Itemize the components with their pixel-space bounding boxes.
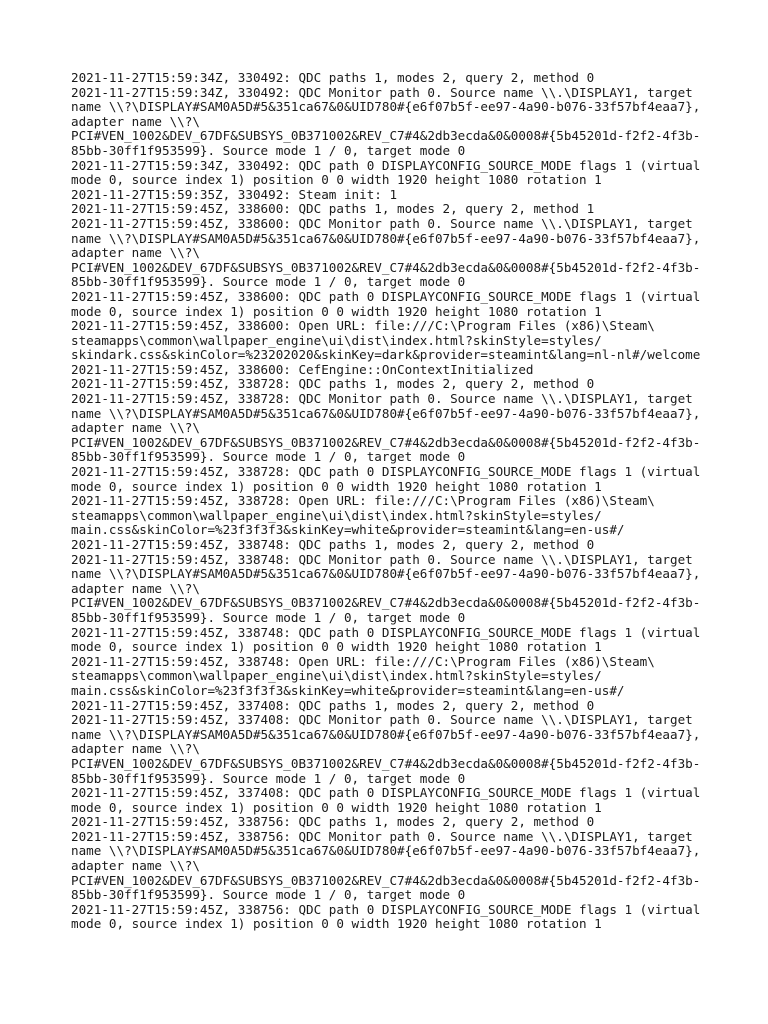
- log-line: name \\?\DISPLAY#SAM0A5D#5&351ca67&0&UID780#{e6f07b5f-ee97-4a90-b076-33f57bf4eaa7},: [71, 566, 701, 582]
- log-line: 2021-11-27T15:59:34Z, 330492: QDC Monitor path 0. Source name \\.\DISPLAY1, target: [71, 84, 693, 100]
- log-line: main.css&skinColor=%23f3f3f3&skinKey=white&provider=steamint&lang=en-us#/: [71, 682, 625, 698]
- log-line: mode 0, source index 1) position 0 0 width 1920 height 1080 rotation 1: [71, 799, 602, 815]
- log-line: 2021-11-27T15:59:45Z, 338756: QDC paths 1, modes 2, query 2, method 0: [71, 814, 595, 830]
- log-line: name \\?\DISPLAY#SAM0A5D#5&351ca67&0&UID780#{e6f07b5f-ee97-4a90-b076-33f57bf4eaa7},: [71, 99, 701, 115]
- log-line: skindark.css&skinColor=%23202020&skinKey=dark&provider=steamint&lang=nl-nl#/welcome: [71, 347, 701, 363]
- log-line: main.css&skinColor=%23f3f3f3&skinKey=white&provider=steamint&lang=en-us#/: [71, 522, 625, 538]
- log-line: 2021-11-27T15:59:45Z, 337408: QDC Monitor path 0. Source name \\.\DISPLAY1, target: [71, 712, 693, 728]
- log-line: 2021-11-27T15:59:45Z, 338756: QDC path 0 DISPLAYCONFIG_SOURCE_MODE flags 1 (virtual: [71, 901, 701, 917]
- log-line: 2021-11-27T15:59:45Z, 338748: QDC path 0 DISPLAYCONFIG_SOURCE_MODE flags 1 (virtual: [71, 624, 701, 640]
- log-line: PCI#VEN_1002&DEV_67DF&SUBSYS_0B371002&REV_C7#4&2db3ecda&0&0008#{5b45201d-f2f2-4f3b-: [71, 755, 701, 771]
- log-line: 2021-11-27T15:59:45Z, 338756: QDC Monitor path 0. Source name \\.\DISPLAY1, target: [71, 828, 693, 844]
- log-line: adapter name \\?\: [71, 580, 200, 596]
- log-line: 2021-11-27T15:59:45Z, 338728: QDC path 0 DISPLAYCONFIG_SOURCE_MODE flags 1 (virtual: [71, 464, 701, 480]
- log-line: 2021-11-27T15:59:35Z, 330492: Steam init: 1: [71, 186, 398, 202]
- log-line: 85bb-30ff1f953599}. Source mode 1 / 0, target mode 0: [71, 609, 466, 625]
- log-line: mode 0, source index 1) position 0 0 width 1920 height 1080 rotation 1: [71, 478, 602, 494]
- log-line: 2021-11-27T15:59:34Z, 330492: QDC paths 1, modes 2, query 2, method 0: [71, 70, 595, 85]
- log-document: [71, 71, 711, 932]
- log-line: 2021-11-27T15:59:45Z, 338748: Open URL: file:///C:\Program Files (x86)\Steam\: [71, 653, 655, 669]
- log-line: 2021-11-27T15:59:34Z, 330492: QDC path 0 DISPLAYCONFIG_SOURCE_MODE flags 1 (virtual: [71, 157, 701, 173]
- log-line: 85bb-30ff1f953599}. Source mode 1 / 0, target mode 0: [71, 449, 466, 465]
- log-line: 85bb-30ff1f953599}. Source mode 1 / 0, target mode 0: [71, 887, 466, 903]
- log-line: steamapps\common\wallpaper_engine\ui\dist\index.html?skinStyle=styles/: [71, 507, 602, 523]
- log-line: 2021-11-27T15:59:45Z, 338728: QDC paths 1, modes 2, query 2, method 0: [71, 376, 595, 392]
- log-line: steamapps\common\wallpaper_engine\ui\dist\index.html?skinStyle=styles/: [71, 332, 602, 348]
- log-line: 2021-11-27T15:59:45Z, 338600: Open URL: file:///C:\Program Files (x86)\Steam\: [71, 318, 655, 334]
- log-line: 2021-11-27T15:59:45Z, 338600: QDC Monitor path 0. Source name \\.\DISPLAY1, target: [71, 215, 693, 231]
- log-line: steamapps\common\wallpaper_engine\ui\dist\index.html?skinStyle=styles/: [71, 668, 602, 684]
- log-line: name \\?\DISPLAY#SAM0A5D#5&351ca67&0&UID780#{e6f07b5f-ee97-4a90-b076-33f57bf4eaa7},: [71, 726, 701, 742]
- log-line: 2021-11-27T15:59:45Z, 338600: QDC path 0 DISPLAYCONFIG_SOURCE_MODE flags 1 (virtual: [71, 288, 701, 304]
- log-line: 85bb-30ff1f953599}. Source mode 1 / 0, target mode 0: [71, 274, 466, 290]
- log-line: 85bb-30ff1f953599}. Source mode 1 / 0, target mode 0: [71, 142, 466, 158]
- log-line: adapter name \\?\: [71, 741, 200, 757]
- log-line: 85bb-30ff1f953599}. Source mode 1 / 0, target mode 0: [71, 770, 466, 786]
- log-line: 2021-11-27T15:59:45Z, 338728: Open URL: file:///C:\Program Files (x86)\Steam\: [71, 493, 655, 509]
- log-line: name \\?\DISPLAY#SAM0A5D#5&351ca67&0&UID780#{e6f07b5f-ee97-4a90-b076-33f57bf4eaa7},: [71, 843, 701, 859]
- log-line: adapter name \\?\: [71, 113, 200, 129]
- log-line: PCI#VEN_1002&DEV_67DF&SUBSYS_0B371002&REV_C7#4&2db3ecda&0&0008#{5b45201d-f2f2-4f3b-: [71, 434, 701, 450]
- log-line: name \\?\DISPLAY#SAM0A5D#5&351ca67&0&UID780#{e6f07b5f-ee97-4a90-b076-33f57bf4eaa7},: [71, 405, 701, 421]
- log-line: mode 0, source index 1) position 0 0 width 1920 height 1080 rotation 1: [71, 172, 602, 188]
- log-line: mode 0, source index 1) position 0 0 width 1920 height 1080 rotation 1: [71, 303, 602, 319]
- log-line: name \\?\DISPLAY#SAM0A5D#5&351ca67&0&UID780#{e6f07b5f-ee97-4a90-b076-33f57bf4eaa7},: [71, 230, 701, 246]
- log-line: 2021-11-27T15:59:45Z, 338748: QDC paths 1, modes 2, query 2, method 0: [71, 537, 595, 552]
- log-line: 2021-11-27T15:59:45Z, 338748: QDC Monitor path 0. Source name \\.\DISPLAY1, target: [71, 551, 693, 567]
- log-line: PCI#VEN_1002&DEV_67DF&SUBSYS_0B371002&REV_C7#4&2db3ecda&0&0008#{5b45201d-f2f2-4f3b-: [71, 872, 701, 888]
- log-line: PCI#VEN_1002&DEV_67DF&SUBSYS_0B371002&REV_C7#4&2db3ecda&0&0008#{5b45201d-f2f2-4f3b-: [71, 259, 701, 275]
- log-line: adapter name \\?\: [71, 245, 200, 261]
- log-line: 2021-11-27T15:59:45Z, 337408: QDC path 0 DISPLAYCONFIG_SOURCE_MODE flags 1 (virtual: [71, 785, 701, 801]
- log-line: mode 0, source index 1) position 0 0 width 1920 height 1080 rotation 1: [71, 639, 602, 655]
- log-line: PCI#VEN_1002&DEV_67DF&SUBSYS_0B371002&REV_C7#4&2db3ecda&0&0008#{5b45201d-f2f2-4f3b-: [71, 595, 701, 611]
- log-line: adapter name \\?\: [71, 420, 200, 436]
- log-line: adapter name \\?\: [71, 858, 200, 874]
- log-line: mode 0, source index 1) position 0 0 width 1920 height 1080 rotation 1: [71, 916, 602, 932]
- log-line: 2021-11-27T15:59:45Z, 338728: QDC Monitor path 0. Source name \\.\DISPLAY1, target: [71, 391, 693, 407]
- log-line: 2021-11-27T15:59:45Z, 337408: QDC paths 1, modes 2, query 2, method 0: [71, 697, 595, 713]
- log-line: 2021-11-27T15:59:45Z, 338600: CefEngine::OnContextInitialized: [71, 361, 534, 377]
- log-line: 2021-11-27T15:59:45Z, 338600: QDC paths 1, modes 2, query 2, method 1: [71, 201, 595, 217]
- log-line: PCI#VEN_1002&DEV_67DF&SUBSYS_0B371002&REV_C7#4&2db3ecda&0&0008#{5b45201d-f2f2-4f3b-: [71, 128, 701, 144]
